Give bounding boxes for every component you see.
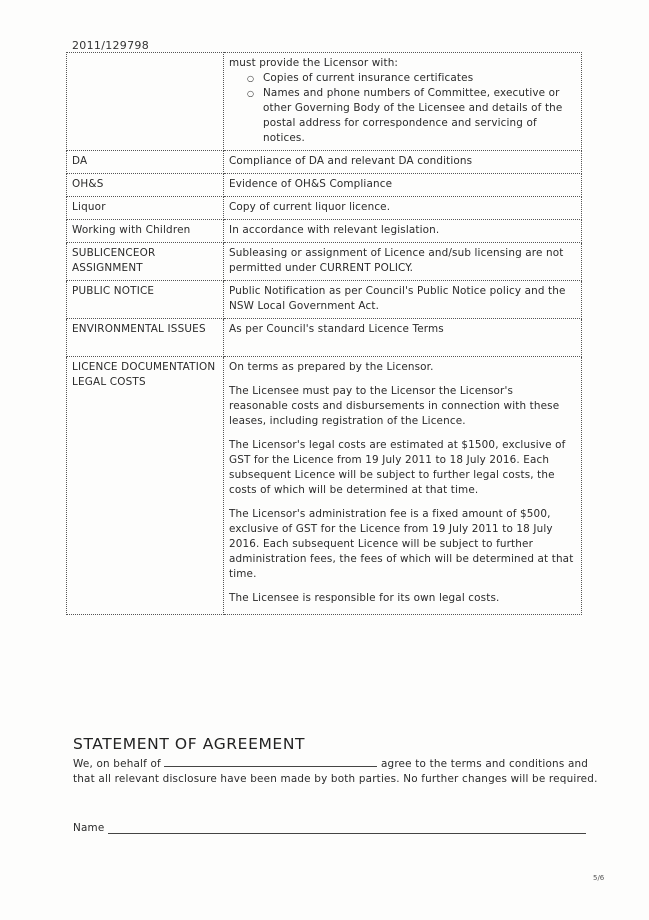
table-row: [67, 357, 582, 615]
row-label: Liquor: [67, 197, 224, 220]
row-label: [67, 53, 224, 151]
statement-suffix: agree to the terms and conditions and that all relevant disclosure have been made by both parties. No further changes will be required.: [73, 758, 598, 785]
legal-costs-paragraph: On terms as prepared by the Licensor.: [229, 361, 434, 373]
row-value: Evidence of OH&S Compliance: [224, 174, 582, 197]
statement-prefix: We, on behalf of: [73, 758, 161, 770]
table-row: [67, 243, 582, 281]
insurance-intro: must provide the Licensor with:: [229, 57, 399, 69]
list-item: ○ Names and phone numbers of Committee, executive or other Governing Body of the Licensee and details of the postal address for correspondence and servicing of notices.: [263, 86, 575, 146]
legal-costs-paragraph: The Licensor's administration fee is a fixed amount of $500, exclusive of GST for the Licence from 19 July 2011 to 18 July 2016. Each subsequent Licence will be subject to further administration fees, the fees of which will be determined at that time.: [229, 508, 574, 580]
table-row: [67, 53, 582, 151]
name-label: Name: [73, 822, 105, 834]
page-number: 5/6: [593, 874, 605, 882]
row-label: LICENCE DOCUMENTATION LEGAL COSTS: [67, 357, 224, 615]
row-label: Working with Children: [67, 220, 224, 243]
row-value: Subleasing or assignment of Licence and/sub licensing are not permitted under CURRENT POLICY.: [224, 243, 582, 281]
statement-text: [73, 756, 608, 787]
table-row: [67, 151, 582, 174]
table-row: [67, 319, 582, 357]
table-row: [67, 197, 582, 220]
row-label: PUBLIC NOTICE: [67, 281, 224, 319]
row-label: SUBLICENCEOR ASSIGNMENT: [67, 243, 224, 281]
name-signature-line[interactable]: [108, 833, 586, 834]
row-value: Compliance of DA and relevant DA conditions: [224, 151, 582, 174]
party-name-blank[interactable]: [164, 756, 377, 767]
legal-costs-paragraph: The Licensee must pay to the Licensor the Licensor's reasonable costs and disbursements in connection with these leases, including registration of the Licence.: [229, 385, 560, 427]
row-label: DA: [67, 151, 224, 174]
legal-costs-paragraph: The Licensor's legal costs are estimated at $1500, exclusive of GST for the Licence from 19 July 2011 to 18 July 2016. Each subsequent Licence will be subject to further legal costs, the costs of which will be determined at that time.: [229, 439, 566, 496]
list-item: ○ Copies of current insurance certificates: [263, 71, 575, 86]
licence-terms-table: [66, 52, 582, 615]
row-value: [224, 53, 582, 151]
table-row: [67, 174, 582, 197]
table-row: [67, 281, 582, 319]
row-label: ENVIRONMENTAL ISSUES: [67, 319, 224, 357]
row-value: As per Council's standard Licence Terms: [224, 319, 582, 357]
document-reference: 2011/129798: [72, 39, 149, 52]
requirements-list: [229, 71, 575, 146]
row-value: Copy of current liquor licence.: [224, 197, 582, 220]
row-value: In accordance with relevant legislation.: [224, 220, 582, 243]
legal-costs-paragraph: The Licensee is responsible for its own legal costs.: [229, 592, 500, 604]
row-value: Public Notification as per Council's Public Notice policy and the NSW Local Government Act.: [224, 281, 582, 319]
row-label: OH&S: [67, 174, 224, 197]
row-value: [224, 357, 582, 615]
statement-title: STATEMENT OF AGREEMENT: [73, 735, 306, 753]
table-row: [67, 220, 582, 243]
